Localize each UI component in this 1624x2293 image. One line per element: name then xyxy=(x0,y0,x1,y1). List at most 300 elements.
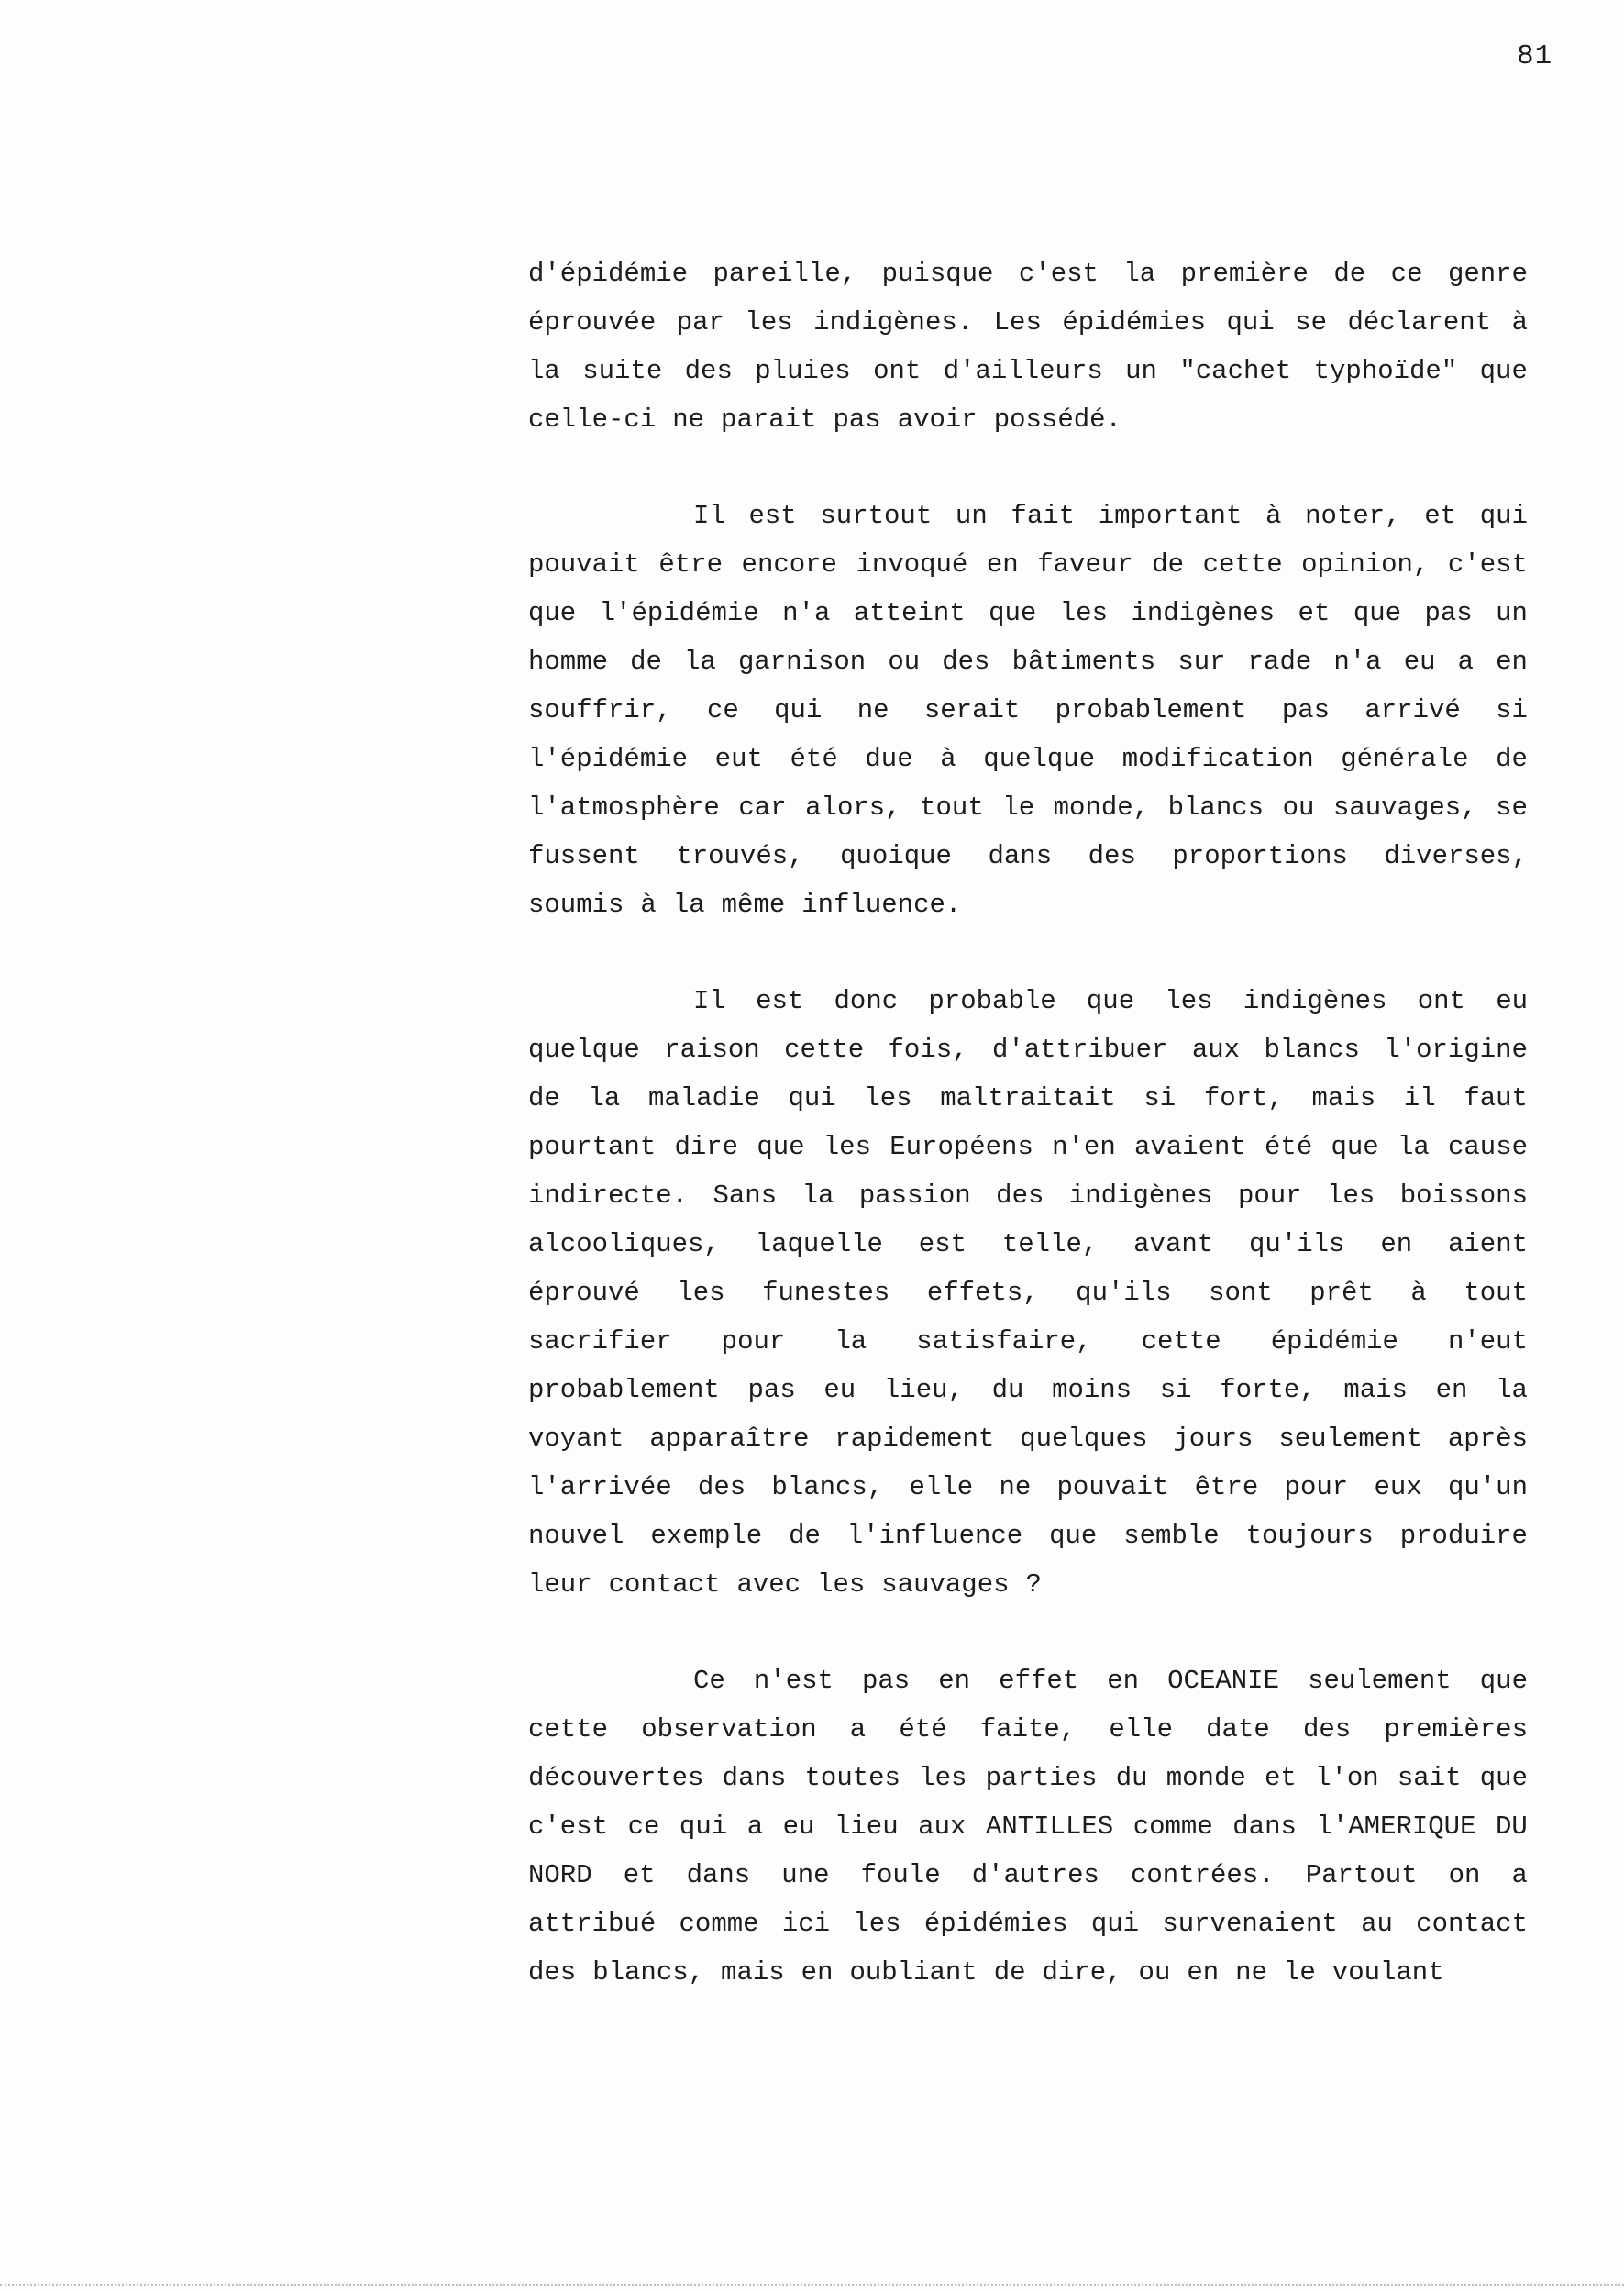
word: le xyxy=(1002,792,1035,823)
word: il xyxy=(1403,1083,1436,1113)
word: même xyxy=(721,890,786,920)
word: observation xyxy=(641,1714,817,1745)
word: boissons xyxy=(1399,1180,1528,1211)
text-line xyxy=(528,1463,1528,1512)
word: genre xyxy=(1447,259,1528,289)
word: pareille, xyxy=(713,259,857,289)
word: ne xyxy=(672,404,705,435)
word: les xyxy=(745,307,793,338)
text-line xyxy=(528,395,1528,444)
word: d'attribuer xyxy=(991,1035,1168,1065)
word: et xyxy=(1298,598,1331,628)
word: si xyxy=(1143,1083,1177,1113)
word: épidémie xyxy=(1270,1326,1398,1357)
paragraph-3 xyxy=(528,977,1528,1609)
word: se xyxy=(1295,307,1327,338)
word: pourtant xyxy=(528,1132,657,1162)
word: blancs, xyxy=(771,1472,884,1502)
word: quelques xyxy=(1020,1423,1148,1454)
word: avant xyxy=(1133,1229,1214,1259)
word: trouvés, xyxy=(676,841,804,871)
word: c'est xyxy=(1018,259,1099,289)
word: laquelle xyxy=(755,1229,883,1259)
word: serait xyxy=(923,695,1021,726)
word: souffrir, xyxy=(528,695,672,726)
word: à xyxy=(1410,1278,1427,1308)
text-line xyxy=(528,1754,1528,1802)
word: sauvages, xyxy=(1332,792,1477,823)
word: n'en xyxy=(1052,1132,1116,1162)
word: passion xyxy=(858,1180,971,1211)
word: si xyxy=(1159,1375,1192,1405)
word: fait xyxy=(1011,501,1076,531)
word: que xyxy=(1479,356,1528,386)
word: qu'un xyxy=(1447,1472,1528,1502)
word: eut xyxy=(714,744,763,774)
word: qui xyxy=(1479,501,1528,531)
word: qui xyxy=(774,695,823,726)
word: comme xyxy=(679,1909,759,1939)
word: dans xyxy=(988,841,1053,871)
paragraph-4 xyxy=(528,1656,1528,1997)
word: d'autres xyxy=(971,1860,1099,1890)
word: faite, xyxy=(979,1714,1077,1745)
word: oubliant xyxy=(849,1957,978,1988)
word: sacrifier xyxy=(528,1326,672,1357)
word: aux xyxy=(1191,1035,1241,1065)
word: ne xyxy=(999,1472,1032,1502)
word: de xyxy=(993,1957,1026,1988)
word: de xyxy=(630,647,662,677)
word: générale xyxy=(1341,744,1469,774)
word: Partout xyxy=(1305,1860,1418,1890)
word: sont xyxy=(1209,1278,1273,1308)
word: ou xyxy=(1282,792,1315,823)
text-line xyxy=(528,589,1528,637)
word: la xyxy=(528,356,560,386)
word: épidémies xyxy=(923,1909,1068,1939)
word: contact xyxy=(1416,1909,1528,1939)
word: surtout xyxy=(820,501,933,531)
word: que xyxy=(1331,1132,1379,1162)
word: DU xyxy=(1496,1811,1528,1842)
word: et xyxy=(1265,1763,1297,1793)
word: a xyxy=(849,1714,867,1745)
text-line xyxy=(528,977,1528,1025)
text-line xyxy=(528,492,1528,540)
text-line xyxy=(528,1171,1528,1220)
word: exemple xyxy=(650,1521,763,1551)
word: elle xyxy=(909,1472,974,1502)
word: en xyxy=(1107,1666,1140,1696)
word: pas xyxy=(861,1666,911,1696)
word: sur xyxy=(1177,647,1226,677)
word: que xyxy=(1086,986,1135,1016)
word: telle, xyxy=(1001,1229,1099,1259)
word: sauvages xyxy=(881,1569,1010,1600)
word: avaient xyxy=(1133,1132,1246,1162)
word: mais xyxy=(1311,1083,1376,1113)
word: premières xyxy=(1384,1714,1528,1745)
word: blancs xyxy=(1167,792,1265,823)
word: alcooliques, xyxy=(528,1229,720,1259)
word: n'a xyxy=(1333,647,1382,677)
word: indigènes xyxy=(1243,986,1387,1016)
word: des xyxy=(528,1957,577,1988)
word: due xyxy=(865,744,913,774)
word: car xyxy=(738,792,787,823)
word: que xyxy=(989,598,1037,628)
word: quoique xyxy=(840,841,952,871)
text-line xyxy=(528,1025,1528,1074)
word: modification xyxy=(1121,744,1314,774)
word: à xyxy=(1265,501,1282,531)
word: tout xyxy=(920,792,984,823)
word: nouvel xyxy=(528,1521,624,1551)
word: Les xyxy=(993,307,1042,338)
word: attribué xyxy=(528,1909,657,1939)
word: Sans xyxy=(713,1180,778,1211)
word: en xyxy=(1380,1229,1413,1259)
text-line xyxy=(528,832,1528,881)
word: date xyxy=(1206,1714,1270,1745)
word: celle-ci xyxy=(528,404,657,435)
text-line xyxy=(528,1074,1528,1123)
word: l'on xyxy=(1315,1763,1379,1793)
word: de xyxy=(1333,259,1366,289)
word: que xyxy=(757,1132,805,1162)
word: comme xyxy=(1132,1811,1213,1842)
word: a xyxy=(1511,1860,1528,1890)
text-line xyxy=(528,881,1528,929)
word: a xyxy=(1457,647,1475,677)
word: par xyxy=(676,307,724,338)
word: des xyxy=(697,1472,746,1502)
word: cette xyxy=(1141,1326,1221,1357)
text-line xyxy=(528,1705,1528,1754)
word: ne xyxy=(1235,1957,1267,1988)
word: ce xyxy=(1390,259,1423,289)
document-body xyxy=(528,249,1528,1997)
word: été xyxy=(899,1714,947,1745)
word: au xyxy=(1361,1909,1393,1939)
word: été xyxy=(790,744,838,774)
word: avoir xyxy=(897,404,978,435)
word: Il xyxy=(693,986,725,1016)
word: produire xyxy=(1399,1521,1528,1551)
word: d'épidémie xyxy=(528,259,689,289)
word: les xyxy=(919,1763,967,1793)
word: Européens xyxy=(889,1132,1033,1162)
word: maladie xyxy=(647,1083,760,1113)
word: la xyxy=(834,1326,867,1357)
word: faut xyxy=(1464,1083,1528,1113)
word: le xyxy=(1283,1957,1316,1988)
text-line xyxy=(528,637,1528,686)
word: quelque xyxy=(983,744,1096,774)
word: monde, xyxy=(1053,792,1150,823)
word: cause xyxy=(1447,1132,1528,1162)
word: à xyxy=(640,890,657,920)
word: ANTILLES xyxy=(985,1811,1114,1842)
word: ce xyxy=(706,695,739,726)
word: du xyxy=(991,1375,1024,1405)
word: l'influence xyxy=(846,1521,1023,1551)
word: ou xyxy=(1138,1957,1171,1988)
page-number: 81 xyxy=(1517,40,1553,72)
word: raison xyxy=(664,1035,760,1065)
word: faveur xyxy=(1037,549,1133,580)
word: eux xyxy=(1374,1472,1422,1502)
word: découvertes xyxy=(528,1763,704,1793)
word: est xyxy=(748,501,797,531)
word: blancs xyxy=(1264,1035,1360,1065)
text-line xyxy=(528,1123,1528,1171)
word: lieu, xyxy=(883,1375,964,1405)
word: pour xyxy=(1237,1180,1302,1211)
word: important xyxy=(1098,501,1243,531)
word: après xyxy=(1447,1423,1528,1454)
word: été xyxy=(1265,1132,1313,1162)
word: diverses, xyxy=(1384,841,1528,871)
word: noter, xyxy=(1305,501,1401,531)
word: est xyxy=(756,986,804,1016)
word: mais xyxy=(721,1957,785,1988)
word: que xyxy=(528,598,577,628)
word: la xyxy=(672,890,705,920)
word: prêt xyxy=(1309,1278,1374,1308)
text-line xyxy=(528,347,1528,395)
word: l'arrivée xyxy=(528,1472,672,1502)
word: première xyxy=(1180,259,1309,289)
word: monde xyxy=(1166,1763,1246,1793)
word: fussent xyxy=(528,841,640,871)
word: a xyxy=(746,1811,764,1842)
word: maltraitait xyxy=(940,1083,1116,1113)
word: les xyxy=(1059,598,1108,628)
word: bâtiments xyxy=(1011,647,1156,677)
word: la xyxy=(684,647,716,677)
word: l'AMERIQUE xyxy=(1316,1811,1476,1842)
word: indirecte. xyxy=(528,1180,689,1211)
word: que xyxy=(1049,1521,1098,1551)
word: la xyxy=(1397,1132,1430,1162)
word: seulement xyxy=(1278,1423,1422,1454)
word: eu xyxy=(823,1375,856,1405)
word: fois, xyxy=(888,1035,968,1065)
word: n'eut xyxy=(1447,1326,1528,1357)
word: cette xyxy=(784,1035,865,1065)
word: ? xyxy=(1025,1569,1042,1600)
word: influence. xyxy=(801,890,962,920)
word: la xyxy=(1496,1375,1528,1405)
word: un xyxy=(1496,598,1528,628)
bottom-edge-rule xyxy=(0,2284,1624,2286)
word: des xyxy=(1088,841,1136,871)
text-line xyxy=(528,540,1528,589)
word: satisfaire, xyxy=(916,1326,1092,1357)
word: des xyxy=(1302,1714,1352,1745)
word: indigènes xyxy=(1068,1180,1213,1211)
word: des xyxy=(942,647,990,677)
word: ont xyxy=(1417,986,1465,1016)
word: l'épidémie xyxy=(599,598,759,628)
word: dans xyxy=(722,1763,787,1793)
word: "cachet xyxy=(1179,356,1292,386)
word: dans xyxy=(686,1860,751,1890)
word: parties xyxy=(985,1763,1098,1793)
word: soumis xyxy=(528,890,624,920)
word: contact xyxy=(608,1569,721,1600)
word: indigènes. xyxy=(813,307,974,338)
word: jours xyxy=(1173,1423,1254,1454)
word: épidémies xyxy=(1062,307,1206,338)
word: Il xyxy=(693,501,725,531)
word: typhoïde" xyxy=(1313,356,1458,386)
word: pour xyxy=(1284,1472,1349,1502)
word: parait xyxy=(721,404,817,435)
text-line xyxy=(528,1220,1528,1268)
text-line xyxy=(528,1317,1528,1366)
word: pas xyxy=(833,404,881,435)
word: eu xyxy=(782,1811,815,1842)
word: pour xyxy=(721,1326,786,1357)
word: seulement xyxy=(1308,1666,1452,1696)
word: la xyxy=(588,1083,621,1113)
word: aient xyxy=(1447,1229,1528,1259)
word: blancs, xyxy=(592,1957,705,1988)
word: à xyxy=(1511,307,1528,338)
word: apparaître xyxy=(649,1423,810,1454)
word: de xyxy=(528,1083,560,1113)
word: qui xyxy=(1226,307,1275,338)
text-line xyxy=(528,249,1528,298)
text-line xyxy=(528,1900,1528,1948)
word: en xyxy=(986,549,1019,580)
word: est xyxy=(918,1229,967,1259)
text-line xyxy=(528,1512,1528,1560)
word: indigènes xyxy=(1131,598,1276,628)
word: aux xyxy=(918,1811,967,1842)
word: cette xyxy=(1202,549,1283,580)
word: qui xyxy=(788,1083,836,1113)
word: dans xyxy=(1232,1811,1297,1842)
text-line xyxy=(528,1366,1528,1414)
word: contrées. xyxy=(1131,1860,1275,1890)
word: toutes xyxy=(804,1763,900,1793)
word: l'atmosphère xyxy=(528,792,720,823)
word: qui xyxy=(679,1811,728,1842)
word: probablement xyxy=(1055,695,1247,726)
word: en xyxy=(801,1957,834,1988)
word: NORD xyxy=(528,1860,592,1890)
word: forte, xyxy=(1220,1375,1316,1405)
word: atteint xyxy=(853,598,966,628)
word: effet xyxy=(999,1666,1079,1696)
word: les xyxy=(853,1909,901,1939)
text-line xyxy=(528,1851,1528,1900)
word: probablement xyxy=(528,1375,720,1405)
word: OCEANIE xyxy=(1167,1666,1279,1696)
word: elle xyxy=(1109,1714,1173,1745)
word: que xyxy=(1479,1666,1528,1696)
word: pluies xyxy=(755,356,851,386)
word: opinion, xyxy=(1301,549,1430,580)
word: c'est xyxy=(528,1811,609,1842)
word: un xyxy=(1125,356,1157,386)
text-line xyxy=(528,1414,1528,1463)
paragraph-2 xyxy=(528,492,1528,929)
word: leur xyxy=(528,1569,592,1600)
word: donc xyxy=(834,986,899,1016)
word: quelque xyxy=(528,1035,640,1065)
text-line xyxy=(528,686,1528,735)
word: en xyxy=(1435,1375,1468,1405)
word: se xyxy=(1496,792,1528,823)
word: et xyxy=(623,1860,656,1890)
word: l'épidémie xyxy=(528,744,689,774)
word: n'est xyxy=(753,1666,834,1696)
word: d'ailleurs xyxy=(943,356,1103,386)
word: que xyxy=(1353,598,1402,628)
word: les xyxy=(1165,986,1213,1016)
word: être xyxy=(658,549,723,580)
word: encore xyxy=(741,549,837,580)
word: alors, xyxy=(805,792,901,823)
word: semble xyxy=(1123,1521,1220,1551)
word: moins xyxy=(1052,1375,1132,1405)
word: les xyxy=(817,1569,866,1600)
word: la xyxy=(801,1180,834,1211)
word: lieu xyxy=(834,1811,899,1842)
word: une xyxy=(781,1860,830,1890)
word: les xyxy=(823,1132,871,1162)
word: pas xyxy=(1281,695,1331,726)
word: à xyxy=(940,744,956,774)
word: cette xyxy=(528,1714,609,1745)
word: dire, xyxy=(1042,1957,1122,1988)
word: probable xyxy=(928,986,1056,1016)
word: éprouvé xyxy=(528,1278,640,1308)
word: éprouvée xyxy=(528,307,657,338)
word: ici xyxy=(781,1909,831,1939)
word: en xyxy=(1496,647,1528,677)
word: que xyxy=(1479,1763,1528,1793)
word: possédé. xyxy=(993,404,1121,435)
word: invoqué xyxy=(856,549,968,580)
text-line xyxy=(528,298,1528,347)
word: tout xyxy=(1464,1278,1528,1308)
word: en xyxy=(1187,1957,1220,1988)
word: ou xyxy=(888,647,921,677)
word: être xyxy=(1194,1472,1259,1502)
text-line xyxy=(528,783,1528,832)
text-line xyxy=(528,735,1528,783)
word: sait xyxy=(1397,1763,1462,1793)
word: ce xyxy=(627,1811,660,1842)
word: foule xyxy=(860,1860,941,1890)
word: suite xyxy=(582,356,663,386)
word: l'origine xyxy=(1384,1035,1528,1065)
word: ne xyxy=(856,695,889,726)
word: mais xyxy=(1343,1375,1408,1405)
word: du xyxy=(1115,1763,1148,1793)
word: en xyxy=(938,1666,971,1696)
word: qui xyxy=(1090,1909,1140,1939)
word: garnison xyxy=(737,647,867,677)
paragraph-gap xyxy=(528,929,1528,977)
word: des xyxy=(996,1180,1044,1211)
